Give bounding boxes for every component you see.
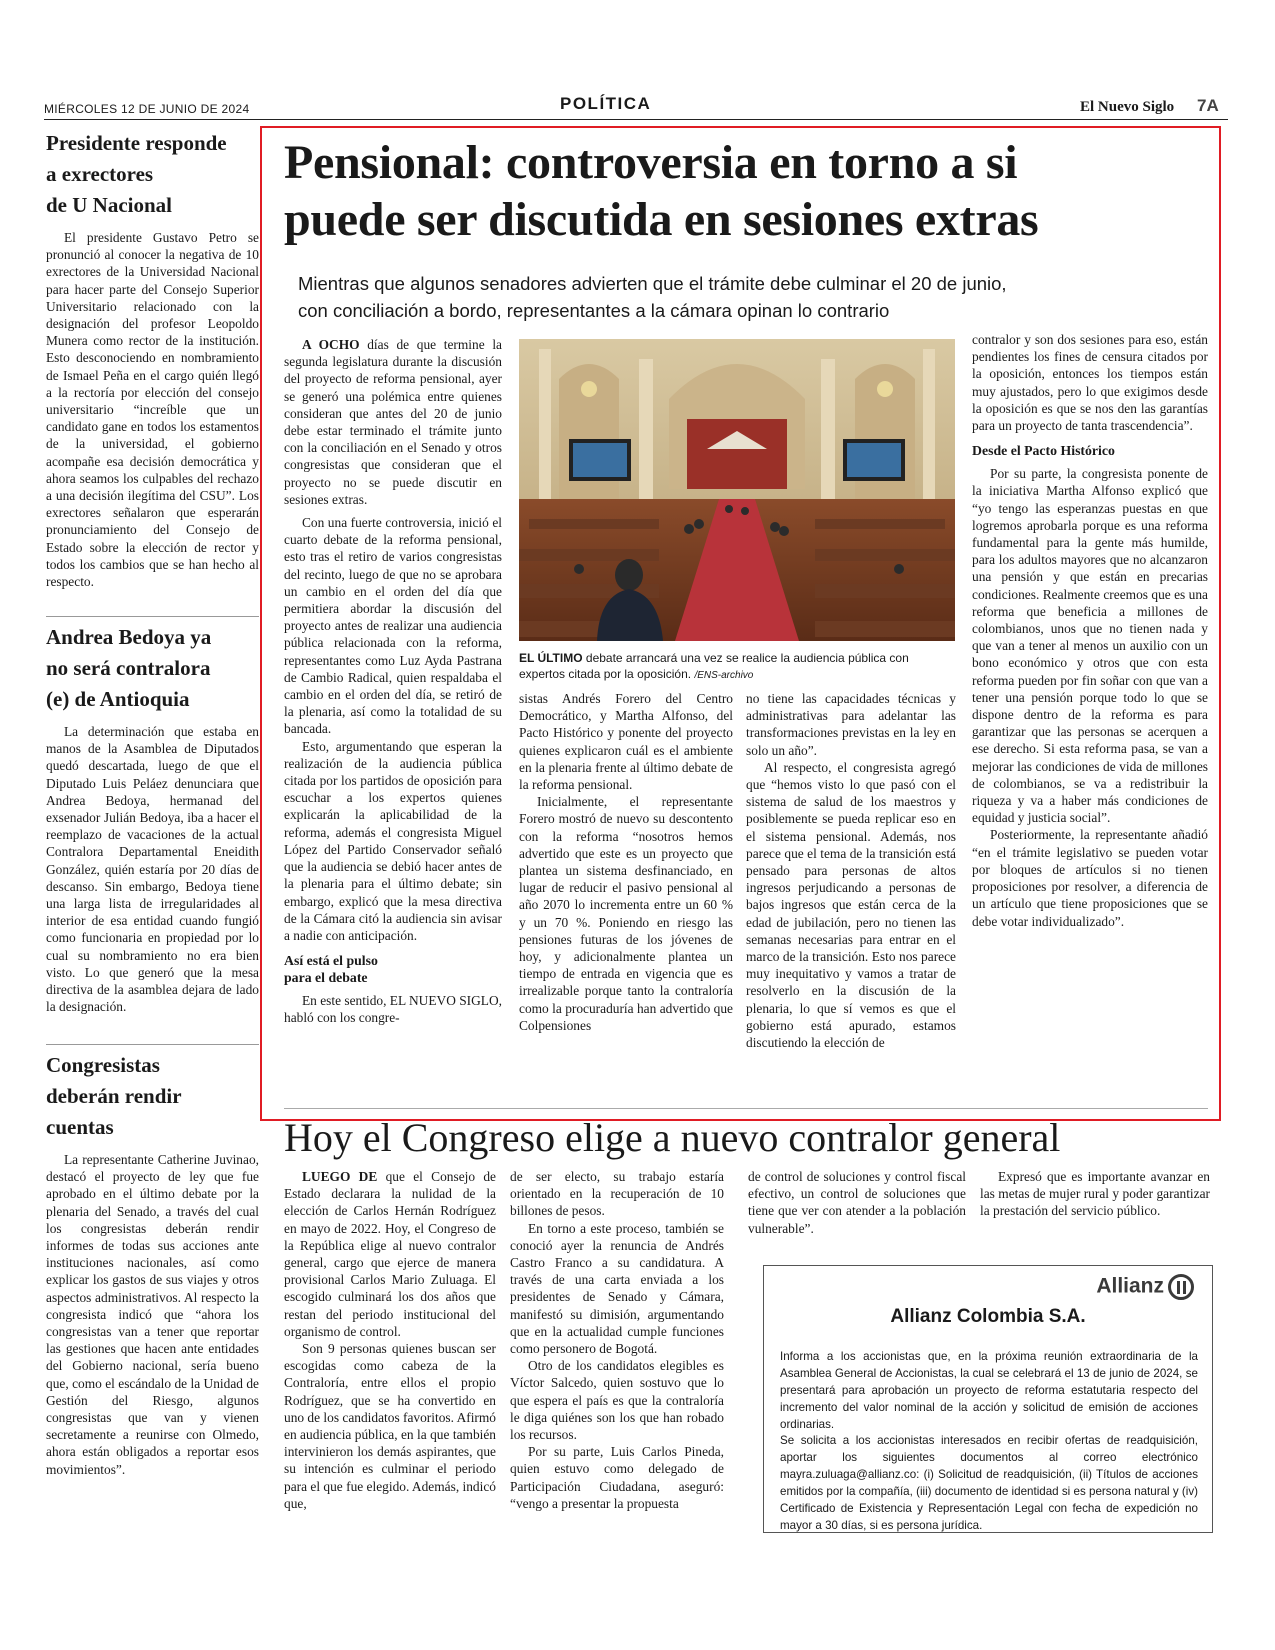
divider <box>46 1044 259 1045</box>
left-article-1-body: El presidente Gustavo Petro se pronunció al conocer la negativa de 10 exrectores de la Universidad Nacional para hacer parte del Consejo Superior Universitario relacionado con la designación del profesor Leopoldo Munera como rector de la institución. Esto desconociendo en nombramiento de Ismael Peña en el cargo quién llegó a la rectoría por elección del consejo universitario “increíble que un candidato gane en todos los estamentos de la universidad, el gobierno acompañe esa decisión democrática y ahora seamos los culpables del rechazo a una decisión ilegítima del CSU”. Los exrectores señalaron que esperarán pronunciamiento del Consejo de Estado sobre la elección de rector y todos los cambios que se han hecho al respecto. <box>46 230 259 590</box>
second-column-1: LUEGO DE que el Consejo de Estado declarara la nulidad de la elección de Carlos Hernán Rodríguez en mayo de 2022. Hoy, el Congreso de la República elige al nuevo contralor general, cargo que ejerce de manera provisional Carlos Mario Zuluaga. El escogido culminará los dos años que restan del periodo institucional del organismo de control. Son 9 personas quienes buscan ser escogidas como cabeza de la Contraloría, entre ellos el propio Rodríguez, que se ha convertido en uno de los candidatos favoritos. Afirmó en audiencia pública, en la que también intervinieron los demás aspirantes, que su intención es culminar el periodo para el que fue elegido. Además, indicó que, <box>284 1169 496 1511</box>
second-column-2: de ser electo, su trabajo estaría orientado en la recuperación de 10 billones de pesos. En torno a este proceso, también se conoció ayer la renuncia de Andrés Castro Franco a su candidatura. A través de una carta enviada a los presidentes de Senado y Cámara, manifestó su dimisión, argumentando que en la actualidad cumple funciones como personero de Bogotá. Otro de los candidatos elegibles es Víctor Salcedo, quien sostuvo que lo que espera el país es que la contraloría le diga quiénes son los que han robado los recursos. Por su parte, Luis Carlos Pineda, quien estuvo como delegado de Participación Ciudadana, aseguró: “vengo a presentar la propuesta <box>510 1169 724 1511</box>
left-article-2 <box>46 622 259 1015</box>
allianz-notice <box>763 1265 1213 1533</box>
second-column-4: Expresó que es importante avanzar en las metas de mujer rural y poder garantizar la prestación del servicio público. <box>980 1169 1210 1219</box>
main-headline: Pensional: controversia en torno a si puede ser discutida en sesiones extras <box>284 136 1039 246</box>
main-column-2: sistas Andrés Forero del Centro Democrático, y Martha Alfonso, del Pacto Histórico y ponente del proyecto quienes explicaron cuál es el ambiente en la plenaria frente al último debate de la reforma pensional. Inicialmente, el representante Forero mostró de nuevo su descontento con la reforma “nosotros hemos advertido que este es un proyecto que plantea un sistema desfinanciado, en lugar de reducir el pasivo pensional al año 2070 lo incrementa entre un 60 % y un 70 %. Poniendo en riesgo las pensiones futuras de los jóvenes de hoy, y adicionalmente plantea un tiempo de entrada en vigencia que es irrealizable porque tanto la contraloría como la procuraduría han advertido que Colpensiones <box>519 691 733 1033</box>
section-name: POLÍTICA <box>560 94 652 113</box>
divider <box>284 1108 1208 1109</box>
left-article-3 <box>46 1050 259 1478</box>
main-subtitle: Mientras que algunos senadores advierten que el trámite debe culminar el 20 de junio, con conciliación a bordo, representantes a la cámara opinan lo contrario <box>298 273 1007 321</box>
left-article-2-title: Andrea Bedoya ya no será contralora (e) de Antioquia <box>46 625 212 711</box>
left-article-2-body: La determinación que estaba en manos de la Asamblea de Diputados quedó descartada, luego de que el Diputado Luis Peláez denunciara que Andrea Bedoya, hermanad del exsenador Julián Bedoya, iba a hacer el reemplazo de vacaciones de la actual Contralora Departamental Eneidith González, quién estaría por 20 días de descanso. Sin embargo, Bedoya tiene una larga lista de irregularidades al interior de esa entidad cuando fungió como funcionaria en propiedad por lo cual su nombramiento no era bien visto. Lo que generó que la mesa directiva de la asamblea dejara de lado la designación. <box>46 724 259 1015</box>
second-column-3: de control de soluciones y control fiscal efectivo, un control de soluciones que tiene que ver con atender a la población vulnerable”. <box>748 1169 966 1236</box>
second-headline: Hoy el Congreso elige a nuevo contralor general <box>284 1115 1061 1160</box>
notice-paragraph-2: Se solicita a los accionistas interesados en recibir ofertas de readquisición, aportar los siguientes documentos al correo electrónico mayra.zuluaga@allianz.co: (i) Solicitud de readquisición, (ii) Títulos de acciones emitidos por la compañía, (iii) documento de identidad si es persona natural y (iv) Certificado de Existencia y Representación Legal con fecha de expedición no mayor a 30 días, si es persona jurídica. <box>780 1434 1198 1532</box>
subheading: Desde el Pacto Histórico <box>972 443 1115 459</box>
main-column-3: no tiene las capacidades técnicas y administrativas para adelantar las transformaciones previstas en la ley en solo un año”. Al respecto, el congresista agregó que “hemos visto lo que pasó con el sistema de salud de los maestros y posiblemente se pueda replicar eso en el sistema pensional. Además, nos parece que el tema de la transición está pensado para personas de altos ingresos perjudicando a personas de bajos ingresos que están cerca de la edad de jubilación, pero no tienen las semanas necesarias para entrar en el marco de la transición. Esto nos parece muy inequitativo y vamos a tratar de resolverlo en la discusión de la plenaria, lo que sí vemos es que el gobierno está apurado, estamos discutiendo la elección de <box>746 691 956 1051</box>
allianz-logo: Allianz <box>1096 1274 1194 1300</box>
main-column-4: contralor y son dos sesiones para eso, están pendientes los fines de censura citados por la oposición, entonces los tiempos están muy ajustados, pero lo que exigimos desde la oposición es que se nos den las garantías para un proyecto de tanta trascendencia”. Desde el Pacto Histórico Por su parte, la congresista ponente de la iniciativa Martha Alfonso explicó que “yo tengo las esperanzas puestas en que logremos aprobarla porque es una reforma fundamental para la gente más humilde, para los adultos mayores que no alcanzaron una pensión y que están en precarias condiciones. Realmente creemos que es una reforma que beneficia a millones de colombianos, unos que no tienen nada y que van a tener al menos un auxilio con un bono económico y otros que con esta reforma pueden por fin soñar con que van a tener una pensión porque todo lo que se dispone dentro de la reforma es para garantizar que las personas se acerquen a ese derecho. Si esta reforma pasa, se van a mejorar las condiciones de vida de millones de colombianos, se va a redistribuir la riqueza y va a haber más condiciones de equidad y justicia social”. Posteriormente, la representante añadió “en el trámite legislativo se pueden votar por bloques de artículos si no tienen proposiciones por resolver, a diferencia de un artículo que tiene proposiciones que se debe votar individualizado”. <box>972 332 1208 929</box>
subheading: Así está el pulso para el debate <box>284 953 378 986</box>
company-name: Allianz Colombia S.A. <box>890 1306 1086 1327</box>
left-article-3-title: Congresistas deberán rendir cuentas <box>46 1053 182 1139</box>
newspaper-name: El Nuevo Siglo <box>1080 99 1175 115</box>
notice-paragraph-1: Informa a los accionistas que, en la próxima reunión extraordinaria de la Asamblea General de Accionistas, la cual se celebrará el 13 de junio de 2024, se presentará para aprobación un proyecto de reforma estatutaria respecto del incremento del valor nominal de la acción y solicitud de emisión de acciones ordinarias. <box>780 1350 1198 1431</box>
left-article-1 <box>46 128 259 590</box>
left-article-1-title: Presidente responde a exrectores de U Nacional <box>46 131 227 217</box>
left-article-3-body: La representante Catherine Juvinao, destacó el proyecto de ley que fue aprobado en el último debate por la plenaria del Senado, a través del cual los congresistas deberán rendir informes de todas sus acciones ante instituciones nacionales, así como explicar los gastos de sus viajes y otros aspectos administrativos. Al respecto la congresista indicó que “ahora los congresistas van a tener que reportar las gestiones que hacen ante entidades del Gobierno nacional, sería bueno que, como el escándalo de la Unidad de Gestión del Riesgo, algunos congresistas que van y vienen secretamente a reunirse con Olmedo, ahora están obligados a reportar esos movimientos”. <box>46 1152 259 1477</box>
divider <box>46 616 259 617</box>
plenary-photo <box>519 339 955 641</box>
allianz-logo-icon <box>1168 1274 1194 1300</box>
photo-caption: EL ÚLTIMO debate arrancará una vez se realice la audiencia pública con expertos citada por la oposición. /ENS-archivo <box>519 651 909 681</box>
page-date: MIÉRCOLES 12 DE JUNIO DE 2024 <box>44 102 250 116</box>
header-rule <box>44 119 1228 120</box>
main-column-1: A OCHO días de que termine la segunda legislatura durante la discusión del proyecto de reforma pensional, ayer se generó una polémica entre quienes consideran que antes del 20 de junio debe estar terminado el trámite junto con la conciliación en el Senado y otros congresistas que consideran que el proyecto no se puede discutir en sesiones extras. Con una fuerte controversia, inició el cuarto debate de la reforma pensional, esto tras el retiro de varios congresistas del recinto, luego de que no se aprobara un cambio en el orden del día que permitiera abordar la discusión del proyecto antes de realizar una audiencia pública relacionada con la reforma, representantes como Luz Ayda Pastrana de Cambio Radical, quien respaldaba el cambio en el orden del día, se retiró de la plenaria, así como la totalidad de su bancada. Esto, argumentando que esperan la realización de la audiencia pública citada por los partidos de oposición para escuchar a los expertos quienes explicarán la aplicabilidad de la reforma, además el congresista Miguel López del Partido Conservador señaló que la audiencia se debió hacer antes de la plenaria para el último debate; sin embargo, explicó que la mesa directiva de la Cámara citó la audiencia sin avisar a nadie con anticipación. Así está el pulso para el debate En este sentido, EL NUEVO SIGLO, habló con los congre- <box>284 337 503 1026</box>
page-number: 7A <box>1197 96 1219 115</box>
